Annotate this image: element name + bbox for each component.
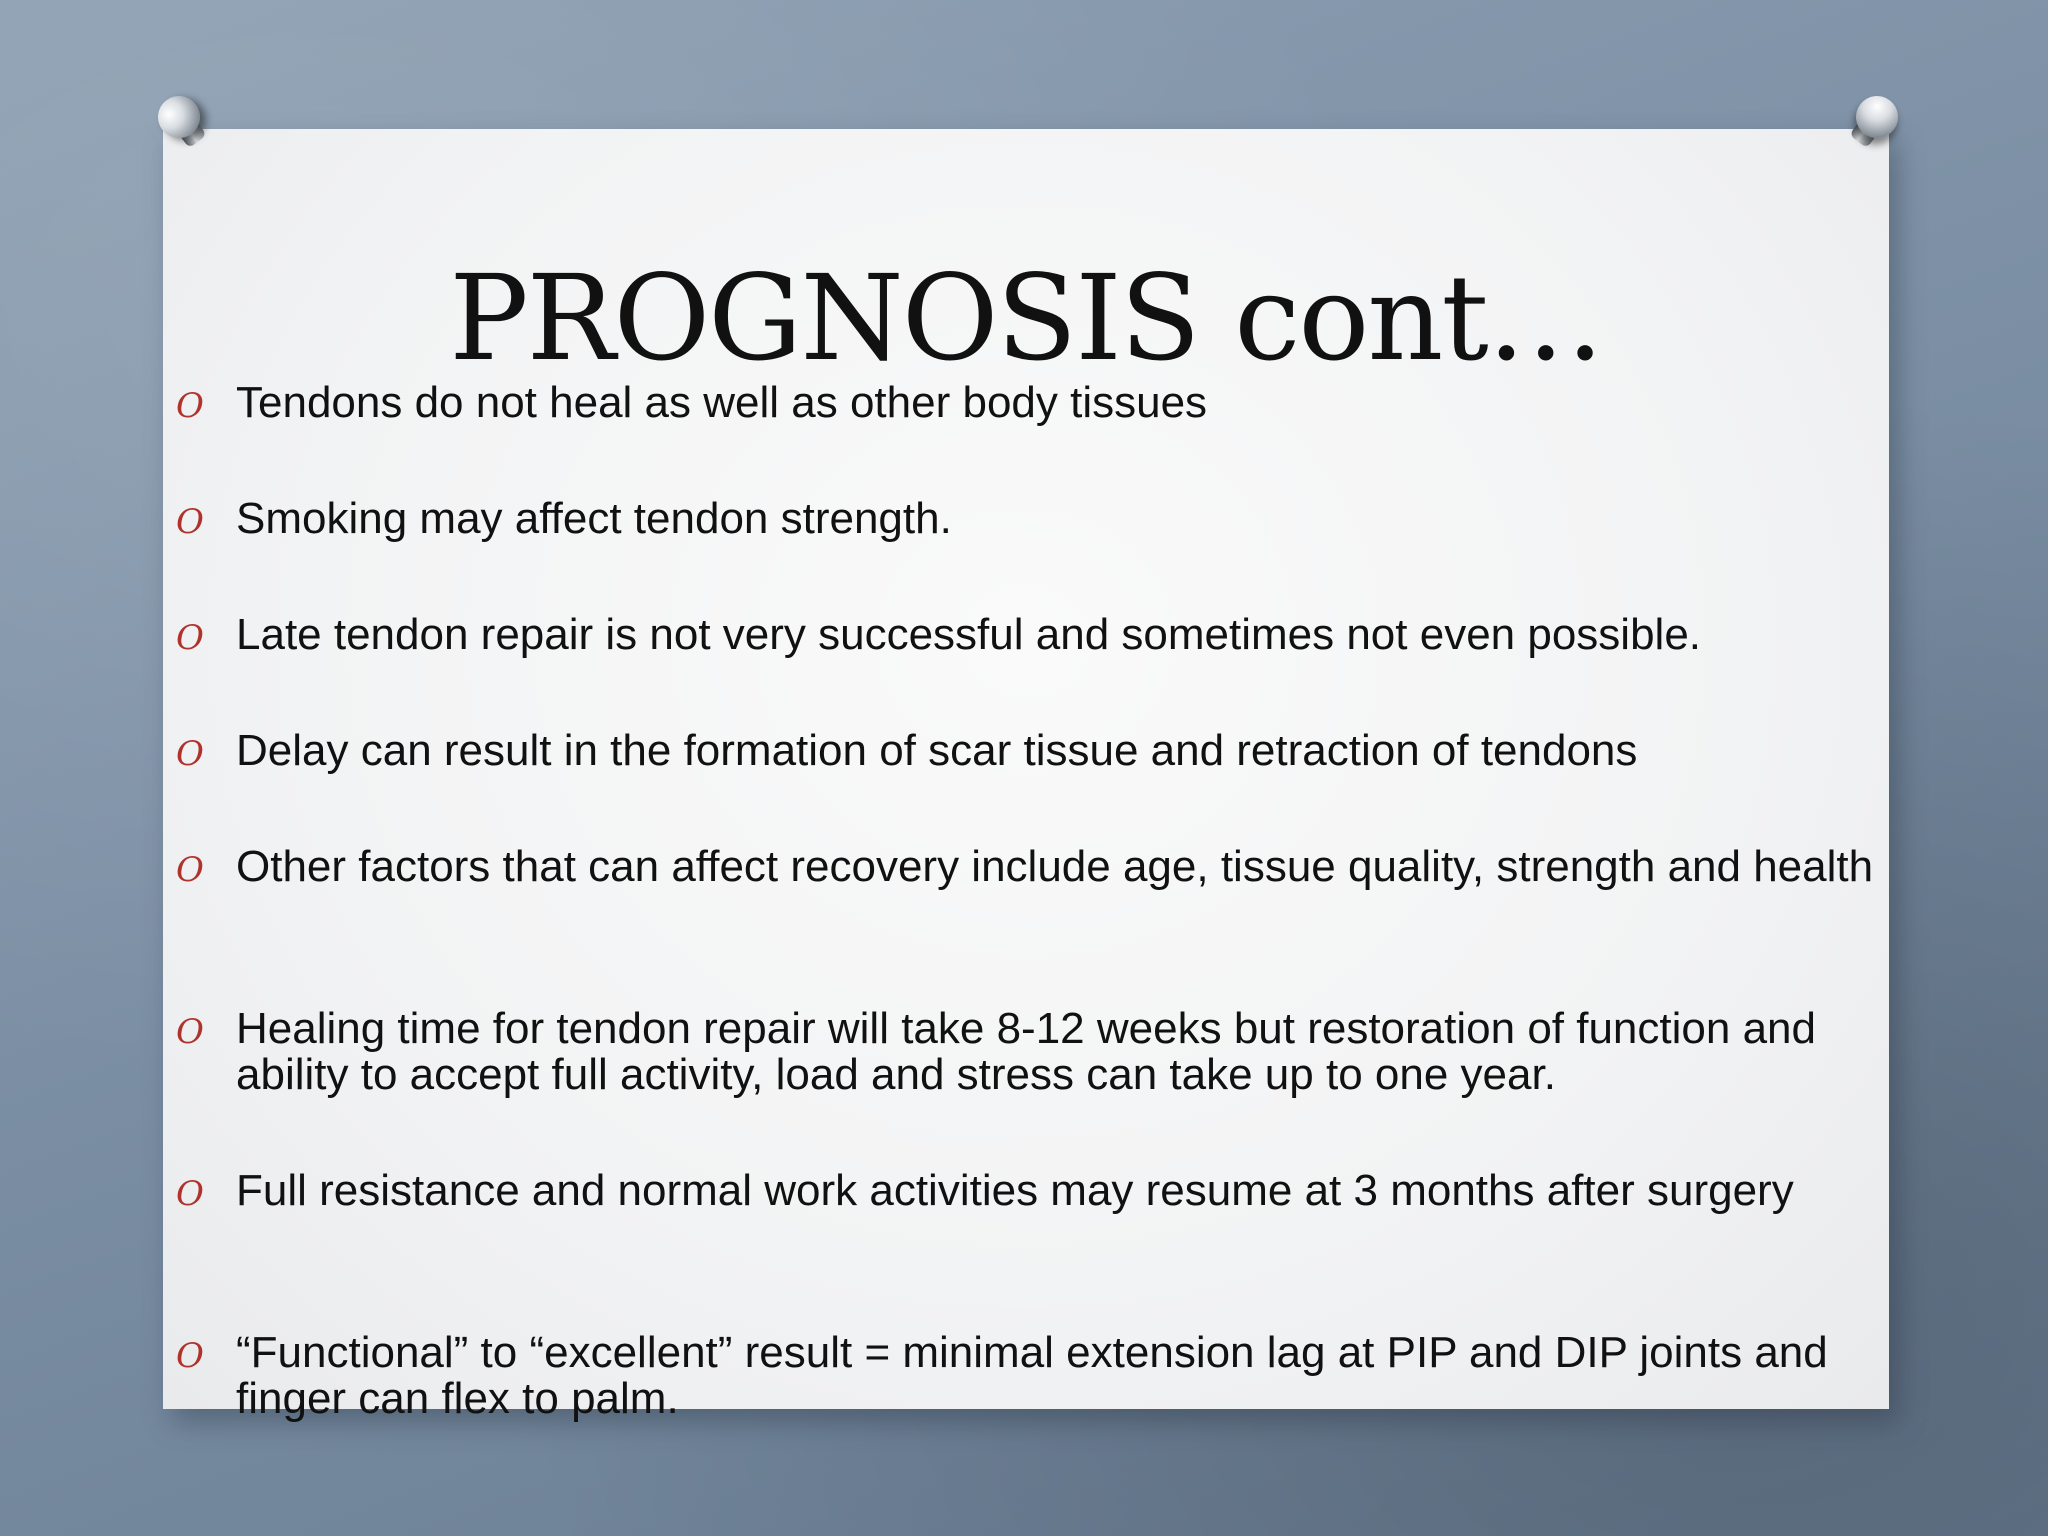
bullet-text: Other factors that can affect recovery include age, tissue quality, strength and health: [236, 842, 1874, 891]
bullet-marker-icon: O: [176, 1174, 204, 1214]
bullet-text: Full resistance and normal work activities may resume at 3 months after surgery: [236, 1166, 1794, 1215]
bullet-text: Late tendon repair is not very successful and sometimes not even possible.: [236, 610, 1702, 659]
bullet-marker-icon: O: [176, 1012, 204, 1052]
bullet-text: “Functional” to “excellent” result = minimal extension lag at PIP and DIP joints and finger can flex to palm.: [236, 1328, 1828, 1423]
bullet-marker-icon: O: [176, 734, 204, 774]
bullet-text: Smoking may affect tendon strength.: [236, 494, 952, 543]
bullet-marker-icon: O: [176, 1336, 204, 1376]
bullet-text: Tendons do not heal as well as other body tissues: [236, 378, 1208, 427]
bullet-marker-icon: O: [176, 618, 204, 658]
bullet-marker-icon: O: [176, 502, 204, 542]
bullet-marker-icon: O: [176, 850, 204, 890]
bullet-marker-icon: O: [176, 386, 204, 426]
bullet-text: Healing time for tendon repair will take 8-12 weeks but restoration of function and ability to accept full activity, load and stress can take up to one year.: [236, 1004, 1816, 1099]
bullet-text: Delay can result in the formation of scar tissue and retraction of tendons: [236, 726, 1638, 775]
slide-title: PROGNOSIS cont…: [449, 249, 1603, 387]
